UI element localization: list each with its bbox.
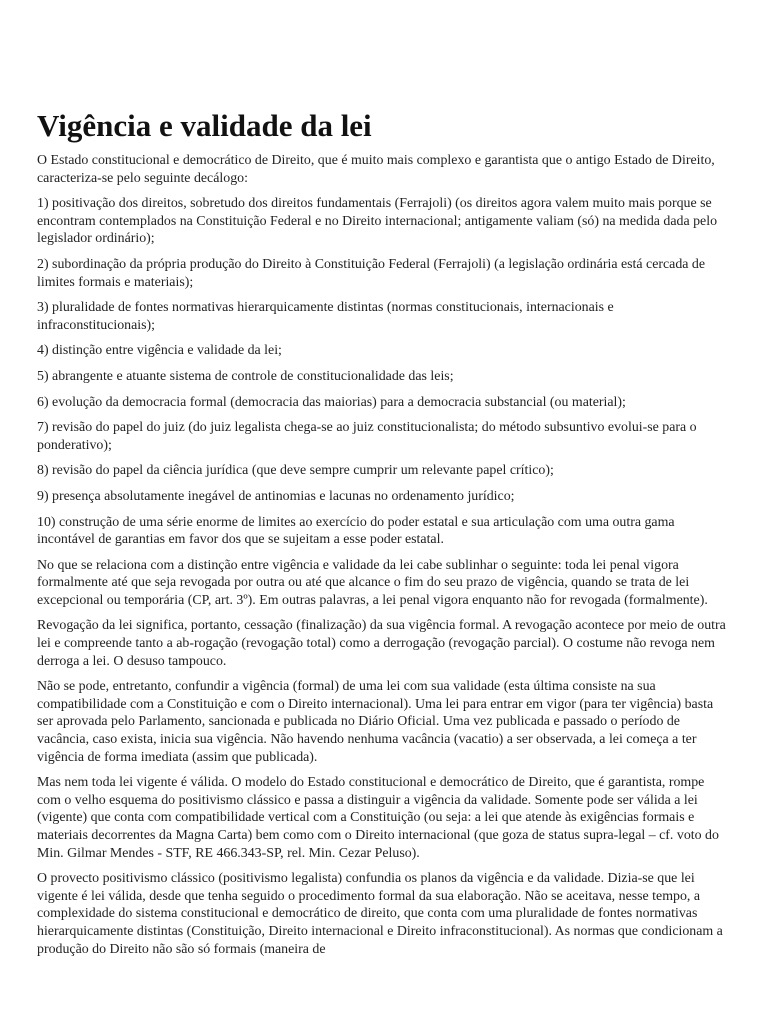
paragraph-vigencia: No que se relaciona com a distinção entre vigência e validade da lei cabe sublinhar o seguinte: toda lei penal vigora formalmente até que seja revogada por outra ou até que alcance o fim do seu prazo de vigência, quando se trata de lei excepcional ou temporária (CP, art. 3º). Em outras palavras, a lei penal vigora enquanto não for revogada (formalmente). xyxy=(37,557,708,608)
paragraph-item-8: 8) revisão do papel da ciência jurídica (que deve sempre cumprir um relevante papel crítico); xyxy=(37,463,554,479)
paragraph-item-2: 2) subordinação da própria produção do Direito à Constituição Federal (Ferrajoli) (a legislação ordinária está cercada de limites formais e materiais); xyxy=(37,256,706,290)
paragraph-item-4: 4) distinção entre vigência e validade da lei; xyxy=(37,343,282,359)
paragraph-item-5: 5) abrangente e atuante sistema de controle de constitucionalidade das leis; xyxy=(37,368,454,384)
paragraph-item-10: 10) construção de uma série enorme de limites ao exercício do poder estatal e sua articulação com uma outra gama incontável de garantias em favor dos que se sujeitam a esse poder estatal. xyxy=(37,514,675,548)
paragraph-item-7: 7) revisão do papel do juiz (do juiz legalista chega-se ao juiz constitucionalista; do método subsuntivo evolui-se para o ponderativo); xyxy=(37,420,697,453)
paragraph-positivismo: O provecto positivismo clássico (positivismo legalista) confundia os planos da vigência e da validade. Dizia-se que lei vigente é lei válida, desde que tenha seguido o procedimento formal da sua elaboração. Não se aceitava, nesse tempo, a complexidade do sistema constitucional e democrático de direito, que conta com uma pluralidade de fontes normativas hierarquicamente distintas (Constituição, Direito internacional e Direito infraconstitucional). As normas que condicionam a produção do Direito não são só formais (maneira de xyxy=(37,871,723,957)
document-title: Vigência e validade da lei xyxy=(37,108,372,143)
document-page xyxy=(37,0,731,966)
paragraph-item-1: 1) positivação dos direitos, sobretudo dos direitos fundamentais (Ferrajoli) (os direitos agora valem muito mais porque se encontram contemplados na Constituição Federal e no Direito internacional; antigamente valiam (só) na medida dada pelo legislador ordinário); xyxy=(37,196,718,247)
paragraph-lei-vigente: Mas nem toda lei vigente é válida. O modelo do Estado constitucional e democrático de Direito, que é garantista, rompe com o velho esquema do positivismo clássico e passa a distinguir a vigência da validade. Somente pode ser válida a lei (vigente) que conta com compatibilidade vertical com a Constituição (ou seja: a lei que atende às exigências formais e materiais decorrentes da Magna Carta) bem como com o Direito internacional (que goza de status supra-legal – cf. voto do Min. Gilmar Mendes - STF, RE 466.343-SP, rel. Min. Cezar Peluso). xyxy=(37,775,719,861)
paragraph-item-6: 6) evolução da democracia formal (democracia das maiorias) para a democracia substancial (ou material); xyxy=(37,394,626,410)
paragraph-item-9: 9) presença absolutamente inegável de antinomias e lacunas no ordenamento jurídico; xyxy=(37,488,515,504)
paragraph-revogacao: Revogação da lei significa, portanto, cessação (finalização) da sua vigência formal. A revogação acontece por meio de outra lei e compreende tanto a ab-rogação (revogação total) como a derrogação (revogação parcial). O costume não revoga nem derroga a lei. O desuso tampouco. xyxy=(37,618,726,669)
paragraph-intro: O Estado constitucional e democrático de Direito, que é muito mais complexo e garantista que o antigo Estado de Direito, caracteriza-se pelo seguinte decálogo: xyxy=(37,153,715,186)
document-body xyxy=(37,152,731,958)
paragraph-item-3: 3) pluralidade de fontes normativas hierarquicamente distintas (normas constitucionais, internacionais e infraconstitucionais); xyxy=(37,300,614,333)
paragraph-validade: Não se pode, entretanto, confundir a vigência (formal) de uma lei com sua validade (esta última consiste na sua compatibilidade com a Constituição e com o Direito internacional). Uma lei para entrar em vigor (para ter vigência) basta ser aprovada pelo Parlamento, sancionada e publicada no Diário Oficial. Uma vez publicada e passado o período de vacância, caso exista, inicia sua vigência. Não havendo nenhuma vacância (vacatio) a ser observada, a lei começa a ter vigência de forma imediata (assim que publicada). xyxy=(37,679,714,765)
